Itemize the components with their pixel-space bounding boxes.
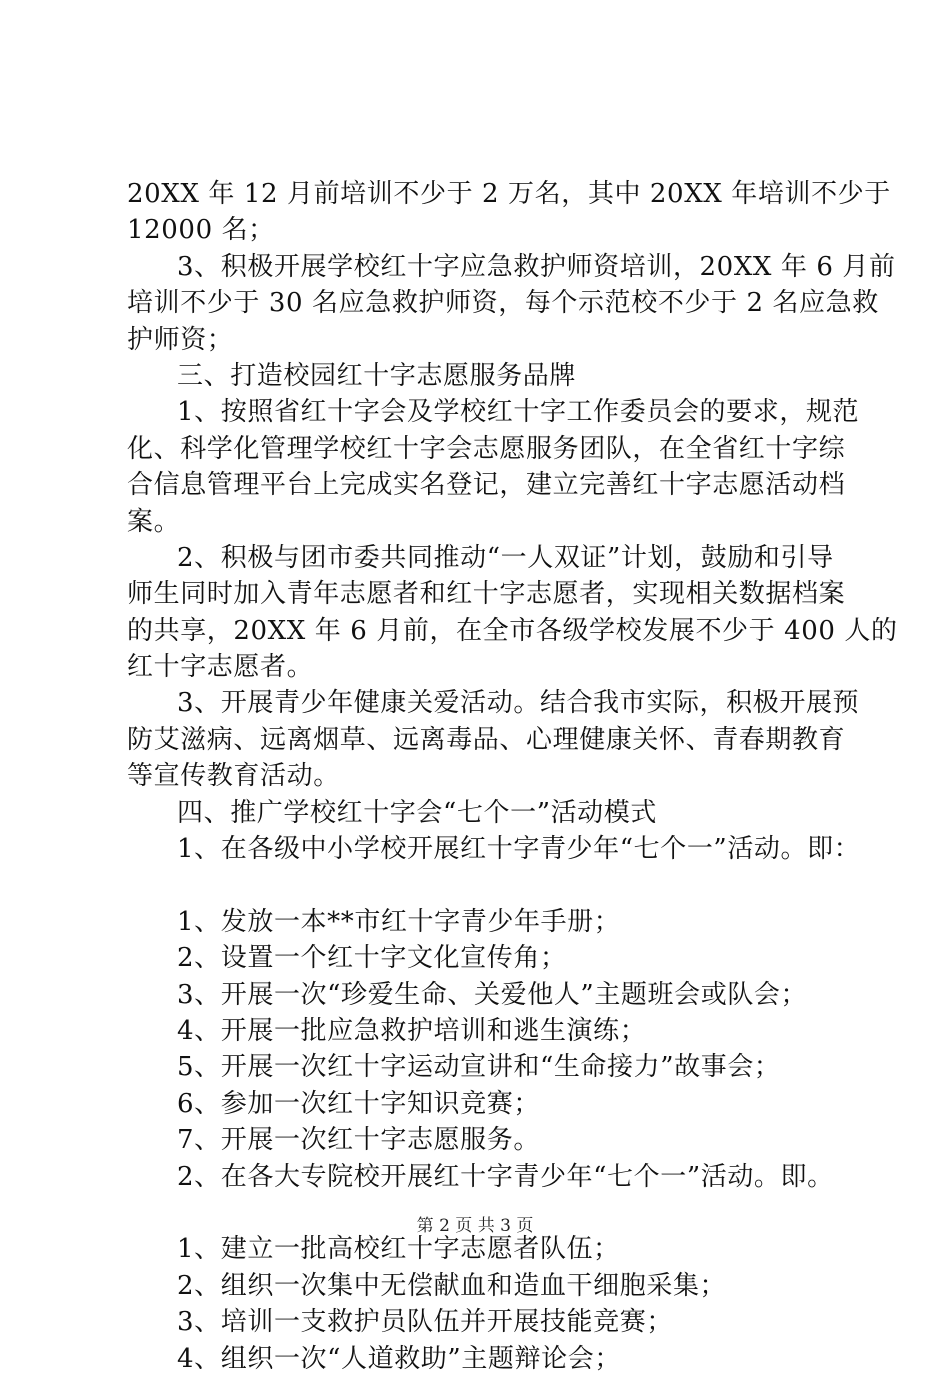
paragraph-line: 20XX 年 12 月前培训不少于 2 万名，其中 20XX 年培训不少于 [127, 179, 891, 209]
paragraph-line: 师生同时加入青年志愿者和红十字志愿者，实现相关数据档案 [127, 579, 846, 610]
paragraph-line: 护师资； [127, 324, 234, 355]
list-item: 2、设置一个红十字文化宣传角； [177, 943, 567, 974]
blank-line [127, 867, 843, 903]
document-body [127, 176, 898, 1377]
paragraph-line: 等宣传教育活动。 [127, 761, 340, 792]
paragraph-line: 合信息管理平台上完成实名登记，建立完善红十字志愿活动档 [127, 470, 846, 501]
paragraph-line: 红十字志愿者。 [127, 652, 314, 683]
list-item: 1、发放一本**市红十字青少年手册； [177, 906, 621, 937]
paragraph-line: 的共享，20XX 年 6 月前，在全市各级学校发展不少于 400 人的 [127, 615, 898, 646]
paragraph-line: 案。 [127, 506, 181, 537]
section-heading: 四、推广学校红十字会“七个一”活动模式 [177, 797, 657, 828]
list-item: 6、参加一次红十字知识竞赛； [177, 1088, 540, 1119]
list-item: 3、培训一支救护员队伍并开展技能竞赛； [177, 1307, 673, 1338]
list-item: 2、组织一次集中无偿献血和造血干细胞采集； [177, 1270, 727, 1301]
paragraph-line: 3、积极开展学校红十字应急救护师资培训，20XX 年 6 月前 [177, 251, 896, 282]
list-item: 5、开展一次红十字运动宣讲和“生命接力”故事会； [177, 1052, 781, 1083]
paragraph-line: 12000 名； [127, 215, 275, 246]
paragraph-line: 2、在各大专院校开展红十字青少年“七个一”活动。即。 [177, 1161, 834, 1192]
list-item: 4、组织一次“人道救助”主题辩论会； [177, 1343, 621, 1374]
list-item: 4、开展一批应急救护培训和逃生演练； [177, 1015, 647, 1046]
paragraph-line: 培训不少于 30 名应急救护师资，每个示范校不少于 2 名应急救 [127, 288, 879, 319]
page-number-footer: 第 2 页 共 3 页 [416, 1216, 534, 1236]
paragraph-line: 2、积极与团市委共同推动“一人双证”计划，鼓励和引导 [177, 542, 834, 573]
paragraph-line: 3、开展青少年健康关爱活动。结合我市实际，积极开展预 [177, 688, 860, 719]
paragraph-line: 1、在各级中小学校开展红十字青少年“七个一”活动。即： [177, 834, 861, 865]
paragraph-line: 化、科学化管理学校红十字会志愿服务团队，在全省红十字综 [127, 433, 846, 464]
list-item: 3、开展一次“珍爱生命、关爱他人”主题班会或队会； [177, 979, 808, 1010]
list-item: 1、建立一批高校红十字志愿者队伍； [177, 1234, 620, 1265]
paragraph-line: 1、按照省红十字会及学校红十字工作委员会的要求，规范 [177, 397, 860, 428]
list-item: 7、开展一次红十字志愿服务。 [177, 1125, 540, 1156]
section-heading: 三、打造校园红十字志愿服务品牌 [177, 360, 577, 391]
paragraph-line: 防艾滋病、远离烟草、远离毒品、心理健康关怀、青春期教育 [127, 724, 846, 755]
